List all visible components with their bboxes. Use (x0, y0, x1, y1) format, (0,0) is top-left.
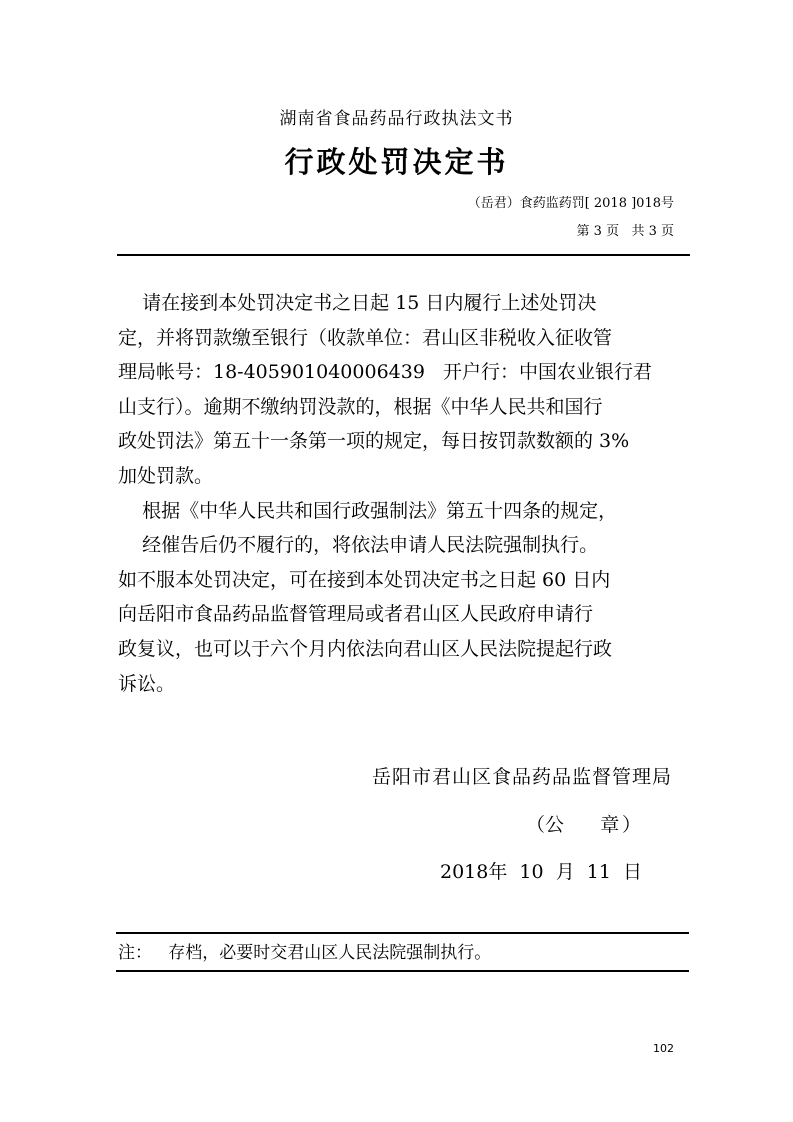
body-line: 定，并将罚款缴至银行（收款单位：君山区非税收入征收管 (118, 326, 613, 349)
body-line: 山支行）。逾期不缴纳罚没款的，根据《中华人民共和国行 (118, 395, 603, 418)
body-line: 政处罚法》第五十一条第一项的规定，每日按罚款数额的 3% (118, 430, 630, 453)
issuing-category: 湖南省食品药品行政执法文书 (279, 109, 514, 129)
body-line: 根据《中华人民共和国行政强制法》第五十四条的规定， (118, 499, 618, 522)
body-line: 请在接到本处罚决定书之日起 15 日内履行上述处罚决 (118, 292, 597, 314)
footer-note: 注： 存档，必要时交君山区人民法院强制执行。 (118, 943, 492, 963)
document-number: （岳君）食药监药罚[ 2018 ]018号 (467, 196, 674, 211)
document-title: 行政处罚决定书 (284, 145, 509, 179)
page-info: 第 3 页 共 3 页 (576, 224, 674, 239)
seal-open: （公 (526, 814, 565, 836)
body-line: 如不服本处罚决定，可在接到本处罚决定书之日起 60 日内 (118, 568, 611, 591)
footer-divider-top (116, 932, 689, 934)
body-line: 政复议，也可以于六个月内依法向君山区人民法院提起行政 (118, 637, 613, 660)
body-line: 经催告后仍不履行的，将依法申请人民法院强制执行。 (118, 534, 599, 557)
issue-date: 2018年 10 月 11 日 (440, 861, 643, 883)
footer-divider-bottom (116, 970, 689, 972)
seal-word: 章 (600, 814, 620, 836)
body-line: 诉讼。 (118, 672, 176, 695)
issuing-authority: 岳阳市君山区食品药品监督管理局 (371, 766, 672, 788)
body-line: 理局帐号：18-405901040006439 开户行：中国农业银行君 (118, 361, 653, 384)
body-line: 向岳阳市食品药品监督管理局或者君山区人民政府申请行 (118, 603, 594, 626)
seal-close: ） (622, 814, 642, 836)
header-divider (117, 254, 690, 256)
page-number: 102 (653, 1042, 674, 1055)
body-text (118, 286, 693, 701)
seal-placeholder (526, 810, 642, 837)
body-line: 加处罚款。 (118, 464, 214, 487)
